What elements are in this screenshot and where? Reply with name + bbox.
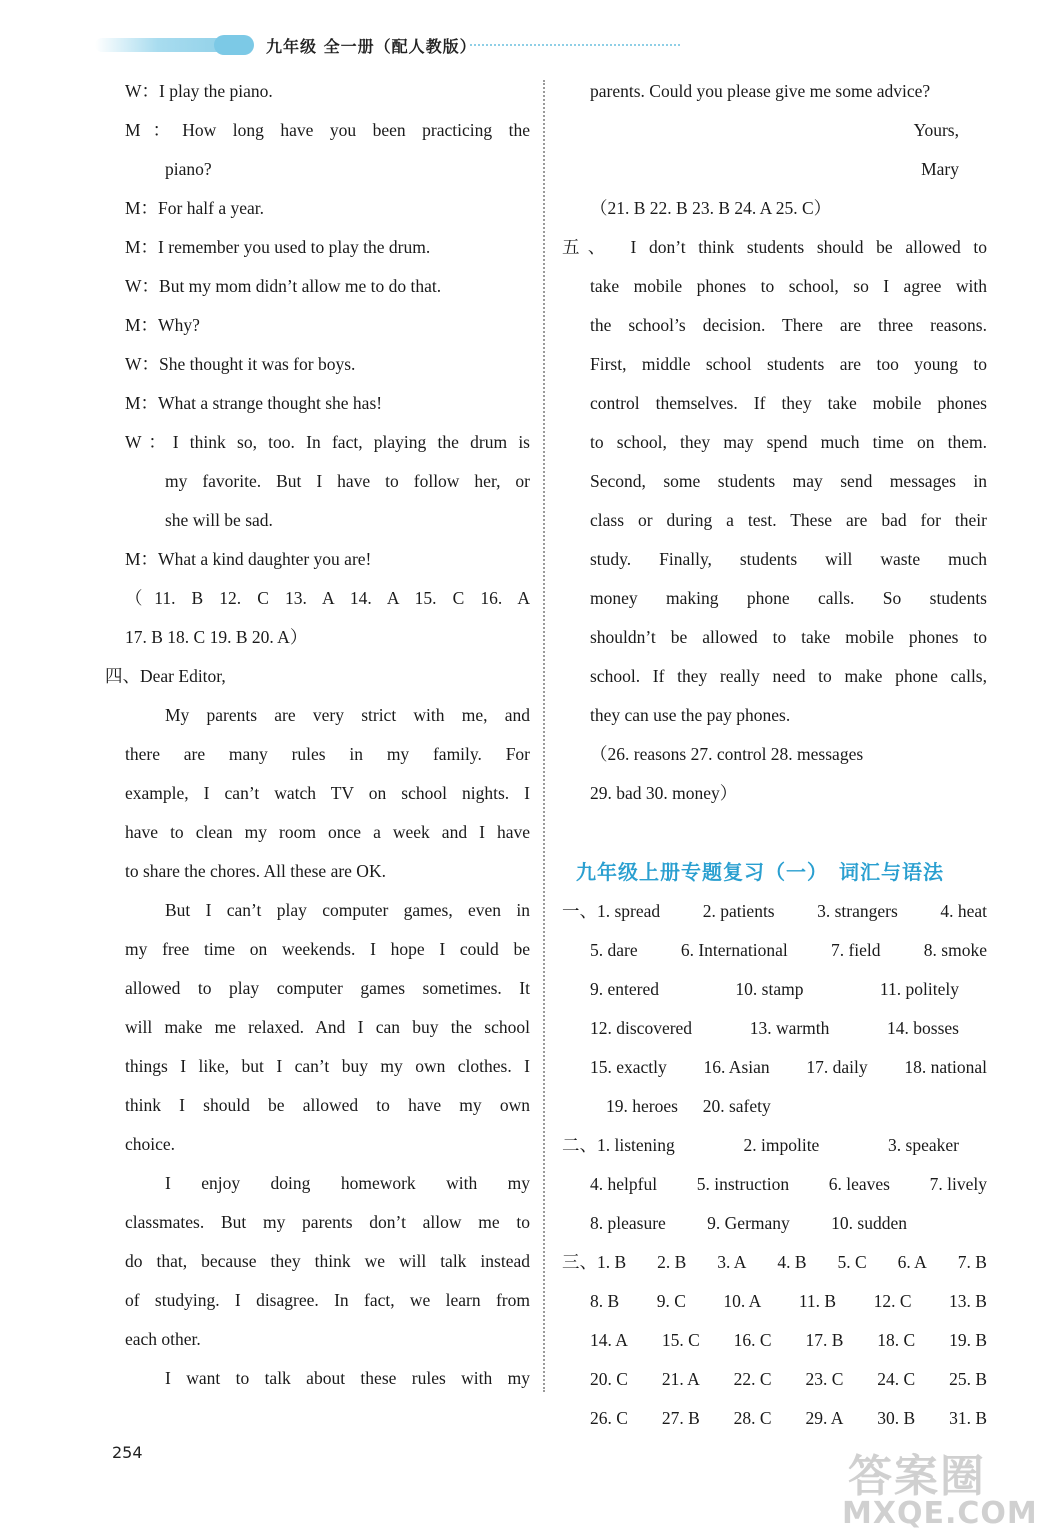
answer-item: 9. Germany [707, 1213, 790, 1233]
dialogue-line: W：She thought it was for boys. [125, 354, 356, 374]
answer-item: 12. C [873, 1291, 912, 1311]
dialogue-line: M：How long have you been practicing the [125, 120, 530, 140]
answer-item: 一、1. spread [562, 901, 661, 921]
answer-item: 31. B [949, 1408, 987, 1428]
answer-row [562, 1204, 987, 1243]
answer-item: 14. bosses [887, 1018, 959, 1038]
answer-item: 8. B [590, 1291, 620, 1311]
letter-line: do that, because they think we will talk instead [125, 1251, 530, 1271]
dialogue-line: M：What a kind daughter you are! [125, 549, 372, 569]
letter-line: I want to talk about these rules with my [165, 1368, 530, 1388]
answer-row [562, 1321, 987, 1360]
answer-item: 10. stamp [735, 979, 804, 999]
answer-item: 10. A [723, 1291, 762, 1311]
column-divider [543, 80, 545, 1392]
answer-item: 30. B [877, 1408, 916, 1428]
dialogue-line: piano? [165, 159, 212, 179]
answer-item: 2. impolite [743, 1135, 820, 1155]
essay-line: to school, they may spend much time on them. [590, 432, 987, 452]
answer-item: 7. B [957, 1252, 987, 1272]
answer-item: 19. B [949, 1330, 987, 1350]
answer-item: 10. sudden [831, 1213, 907, 1233]
answer-row [562, 892, 987, 931]
dialogue-line: W：I play the piano. [125, 81, 273, 101]
letter-signature: Mary [921, 159, 959, 179]
watermark-text: 答案圈 [848, 1451, 986, 1502]
answer-row [562, 1009, 987, 1048]
answer-item: 24. C [877, 1369, 916, 1389]
letter-line: My parents are very strict with me, and [165, 705, 530, 725]
dialogue-line: M：Why? [125, 315, 200, 335]
header-title: 九年级 全一册（配人教版） [266, 37, 477, 56]
dialogue-line: she will be sad. [165, 510, 273, 530]
page-header [0, 30, 700, 62]
answer-item: 28. C [733, 1408, 772, 1428]
letter-line: of studying. I disagree. In fact, we learn from [125, 1290, 530, 1310]
answer-item: 27. B [661, 1408, 700, 1428]
answer-item: 12. discovered [590, 1018, 693, 1038]
answer-item: 2. patients [702, 901, 775, 921]
answer-item: 21. A [661, 1369, 700, 1389]
answer-item: 3. speaker [888, 1135, 959, 1155]
answer-row [562, 1360, 987, 1399]
dialogue-line: M：For half a year. [125, 198, 264, 218]
answer-item: 25. B [949, 1369, 987, 1389]
essay-line: shouldn’t be allowed to take mobile phones to [590, 627, 987, 647]
letter-line: will make me relaxed. And I can buy the school [125, 1017, 530, 1037]
answer-item: 23. C [805, 1369, 844, 1389]
answer-key-line: （26. reasons 27. control 28. messages [590, 744, 864, 764]
answer-item: 4. heat [940, 901, 987, 921]
answer-item: 二、1. listening [562, 1135, 675, 1155]
answer-item: 17. daily [806, 1057, 868, 1077]
essay-line: 五、 I don’t think students should be allowed to [562, 237, 987, 257]
essay-line: First, middle school students are too young to [590, 354, 987, 374]
answer-item: 18. C [877, 1330, 916, 1350]
answer-row [562, 1282, 987, 1321]
answer-item: 8. pleasure [590, 1213, 666, 1233]
answer-item: 19. heroes [606, 1096, 678, 1116]
answer-item: 三、1. B [562, 1252, 627, 1272]
letter-line: to share the chores. All these are OK. [125, 861, 386, 881]
essay-line: money making phone calls. So students [590, 588, 987, 608]
letter-line: But I can’t play computer games, even in [165, 900, 530, 920]
header-decor-pill [214, 35, 254, 55]
section-gap [562, 813, 987, 853]
page-number: 254 [112, 1443, 143, 1462]
answer-item: 20. C [590, 1369, 628, 1389]
answer-row [562, 931, 987, 970]
essay-line: school. If they really need to make phone calls, [590, 666, 987, 686]
essay-line: they can use the pay phones. [590, 705, 791, 725]
answer-row [562, 970, 987, 1009]
answer-key-line: 29. bad 30. money） [590, 783, 738, 803]
answer-item: 29. A [805, 1408, 844, 1428]
essay-line: take mobile phones to school, so I agree with [590, 276, 987, 296]
answer-item: 2. B [657, 1252, 687, 1272]
answer-item: 5. instruction [696, 1174, 790, 1194]
answer-item: 16. Asian [703, 1057, 770, 1077]
answer-item: 16. C [733, 1330, 772, 1350]
essay-line: Second, some students may send messages in [590, 471, 987, 491]
letter-line: think I should be allowed to have my own [125, 1095, 530, 1115]
answer-item: 26. C [590, 1408, 628, 1428]
answer-item: 15. C [661, 1330, 700, 1350]
answer-item: 13. warmth [749, 1018, 830, 1038]
answer-item: 6. International [680, 940, 788, 960]
dialogue-line: W：I think so, too. In fact, playing the drum is [125, 432, 530, 452]
answer-item: 11. B [798, 1291, 837, 1311]
answer-item: 5. C [837, 1252, 867, 1272]
letter-line: example, I can’t watch TV on school nights. I [125, 783, 530, 803]
answer-item: 22. C [733, 1369, 772, 1389]
essay-line: the school’s decision. There are three reasons. [590, 315, 987, 335]
letter-line: choice. [125, 1134, 176, 1154]
left-column [105, 72, 530, 1398]
dialogue-line: M：I remember you used to play the drum. [125, 237, 431, 257]
answer-item: 7. lively [929, 1174, 987, 1194]
letter-line: there are many rules in my family. For [125, 744, 530, 764]
essay-line: class or during a test. These are bad for their [590, 510, 987, 530]
right-column [562, 72, 987, 1438]
letter-line: parents. Could you please give me some advice? [590, 81, 931, 101]
answer-item: 4. B [777, 1252, 807, 1272]
answer-row [562, 1048, 987, 1087]
watermark-url: MXQE.COM [842, 1496, 1038, 1531]
answer-row [562, 1165, 987, 1204]
answer-key-line: 17. B 18. C 19. B 20. A） [125, 627, 308, 647]
letter-line: things I like, but I can’t buy my own clothes. I [125, 1056, 530, 1076]
letter-closing: Yours, [913, 120, 959, 140]
essay-line: control themselves. If they take mobile phones [590, 393, 987, 413]
header-dotted-rule [470, 44, 680, 46]
essay-line: study. Finally, students will waste much [590, 549, 987, 569]
answer-item: 14. A [590, 1330, 628, 1350]
answer-item: 3. A [717, 1252, 747, 1272]
watermark-logo [840, 1440, 1038, 1531]
answer-item: 11. politely [879, 979, 959, 999]
answer-row [562, 1243, 987, 1282]
answer-row [562, 1399, 987, 1438]
letter-line: my free time on weekends. I hope I could be [125, 939, 530, 959]
answer-item: 9. entered [590, 979, 659, 999]
answer-item: 4. helpful [590, 1174, 658, 1194]
answer-item: 3. strangers [817, 901, 898, 921]
answer-item: 9. C [656, 1291, 686, 1311]
answer-row [562, 1126, 987, 1165]
answer-item: 8. smoke [923, 940, 987, 960]
answer-key-line: （21. B 22. B 23. B 24. A 25. C） [590, 198, 832, 218]
answer-item: 6. A [897, 1252, 927, 1272]
answer-item: 18. national [904, 1057, 987, 1077]
answer-key-line: （11. B 12. C 13. A 14. A 15. C 16. A [125, 588, 530, 608]
dialogue-line: M：What a strange thought she has! [125, 393, 383, 413]
answer-item: 5. dare [590, 940, 638, 960]
answer-item: 6. leaves [828, 1174, 890, 1194]
letter-line: each other. [125, 1329, 201, 1349]
answer-row [562, 1087, 987, 1126]
answer-item: 7. field [830, 940, 881, 960]
letter-heading: 四、Dear Editor, [105, 666, 226, 686]
dialogue-line: W：But my mom didn’t allow me to do that. [125, 276, 442, 296]
letter-line: allowed to play computer games sometimes. It [125, 978, 530, 998]
answer-item: 20. safety [702, 1096, 771, 1116]
section-title: 九年级上册专题复习（一） 词汇与语法 [576, 860, 944, 884]
answer-item: 15. exactly [590, 1057, 667, 1077]
answer-item: 13. B [949, 1291, 987, 1311]
dialogue-line: my favorite. But I have to follow her, or [165, 471, 530, 491]
letter-line: I enjoy doing homework with my [165, 1173, 530, 1193]
letter-line: classmates. But my parents don’t allow me to [125, 1212, 530, 1232]
letter-line: have to clean my room once a week and I have [125, 822, 530, 842]
answer-item: 17. B [805, 1330, 844, 1350]
